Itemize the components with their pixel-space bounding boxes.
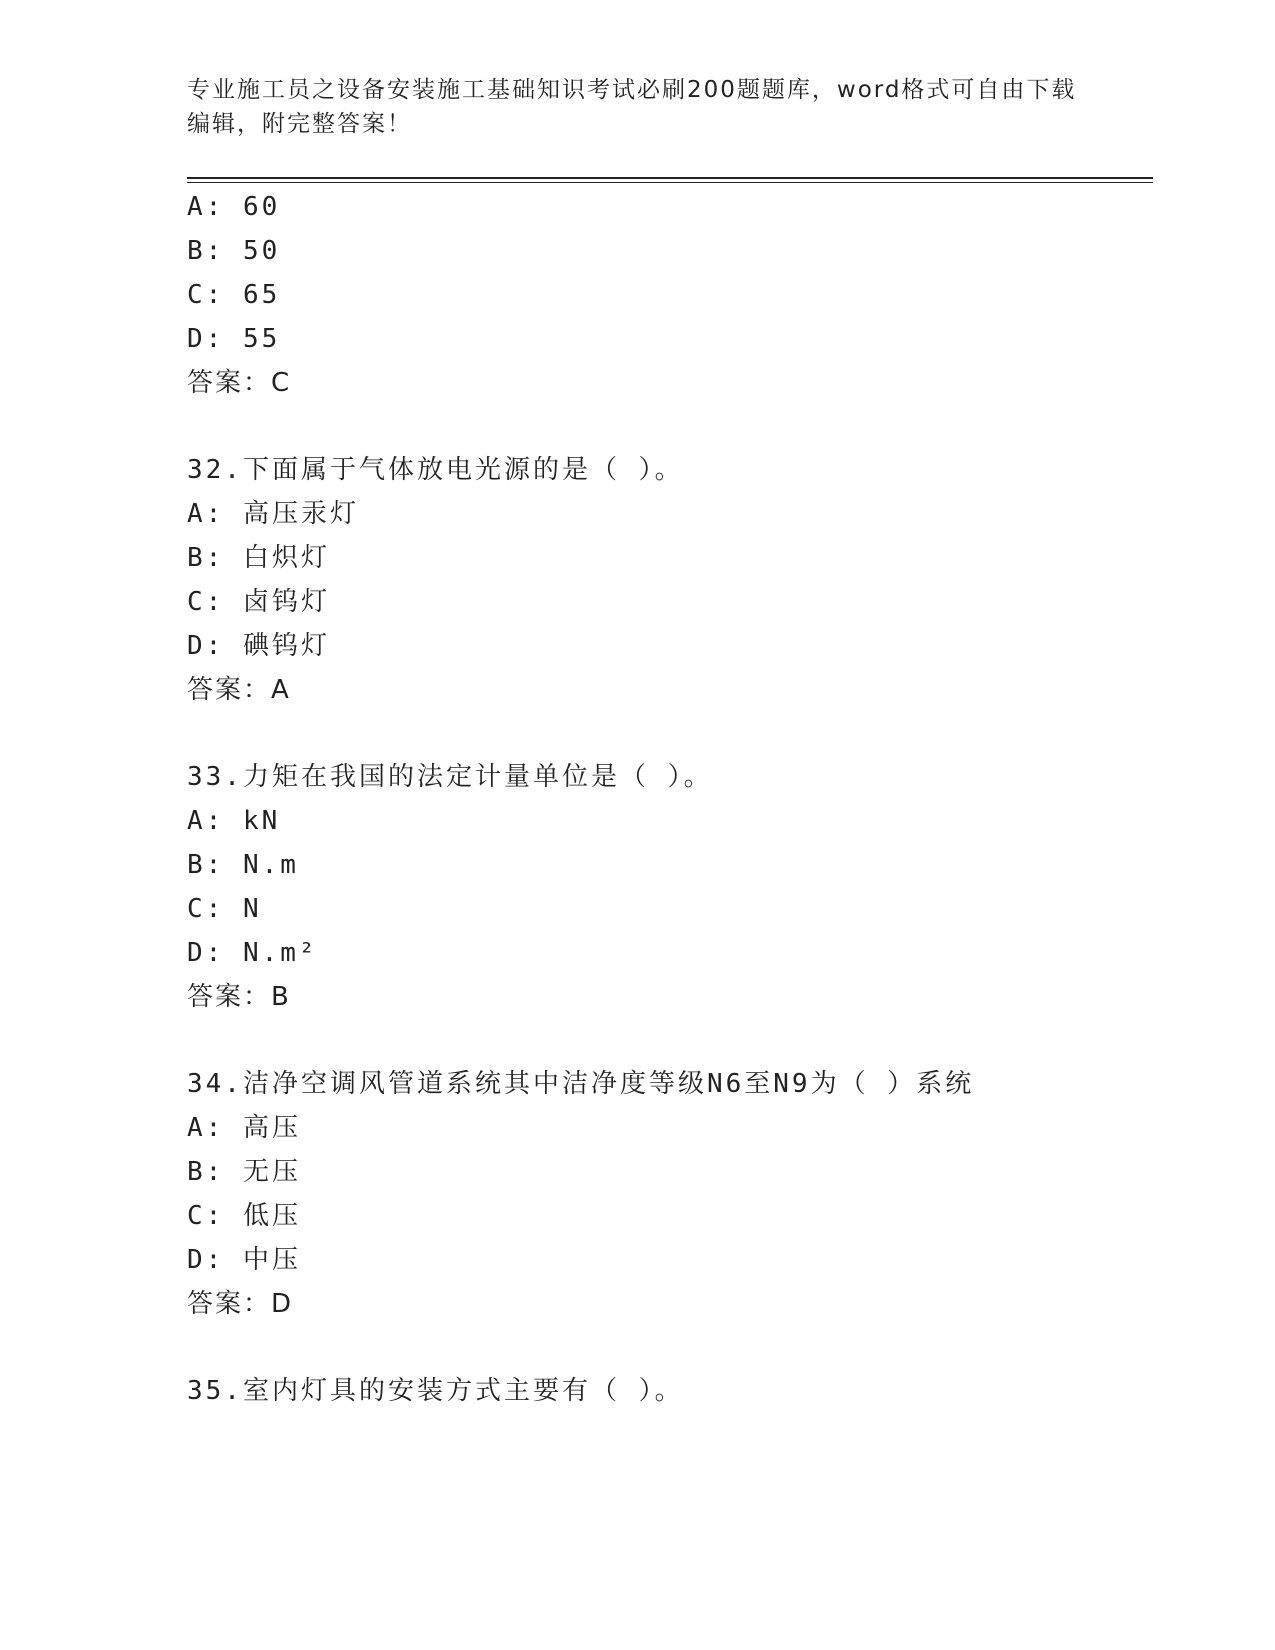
- option-d: D: 碘钨灯: [187, 631, 330, 661]
- answer-line: 答案：C: [187, 368, 292, 398]
- document-header: [187, 73, 1087, 141]
- option-b: B: N.m: [187, 850, 299, 880]
- answer-line: 答案：B: [187, 982, 291, 1012]
- option-a: A: kN: [187, 806, 281, 836]
- option-c: C: 低压: [187, 1201, 301, 1231]
- option-c: C: 65: [187, 280, 281, 310]
- question-33: 33.力矩在我国的法定计量单位是（ ）。: [187, 762, 713, 792]
- option-b: B: 无压: [187, 1157, 301, 1187]
- answer-line: 答案：A: [187, 675, 291, 705]
- question-32: 32.下面属于气体放电光源的是（ ）。: [187, 455, 684, 485]
- option-a: A: 高压汞灯: [187, 499, 359, 529]
- header-divider-top: [187, 177, 1153, 179]
- question-35: 35.室内灯具的安装方式主要有（ ）。: [187, 1376, 684, 1406]
- option-b: B: 50: [187, 236, 281, 266]
- option-c: C: N: [187, 894, 262, 924]
- question-34: 34.洁净空调风管道系统其中洁净度等级N6至N9为（ ）系统: [187, 1069, 975, 1099]
- option-b: B: 白炽灯: [187, 543, 330, 573]
- option-d: D: 中压: [187, 1245, 301, 1275]
- header-divider-bottom: [187, 182, 1153, 183]
- option-d: D: N.m²: [187, 938, 318, 968]
- option-a: A: 60: [187, 192, 281, 222]
- header-title-line-1: 专业施工员之设备安装施工基础知识考试必刷200题题库，word格式可自由下载: [187, 77, 1077, 103]
- answer-line: 答案：D: [187, 1289, 294, 1319]
- option-c: C: 卤钨灯: [187, 587, 330, 617]
- option-a: A: 高压: [187, 1113, 301, 1143]
- header-title-line-2: 编辑，附完整答案！: [187, 111, 412, 137]
- option-d: D: 55: [187, 324, 281, 354]
